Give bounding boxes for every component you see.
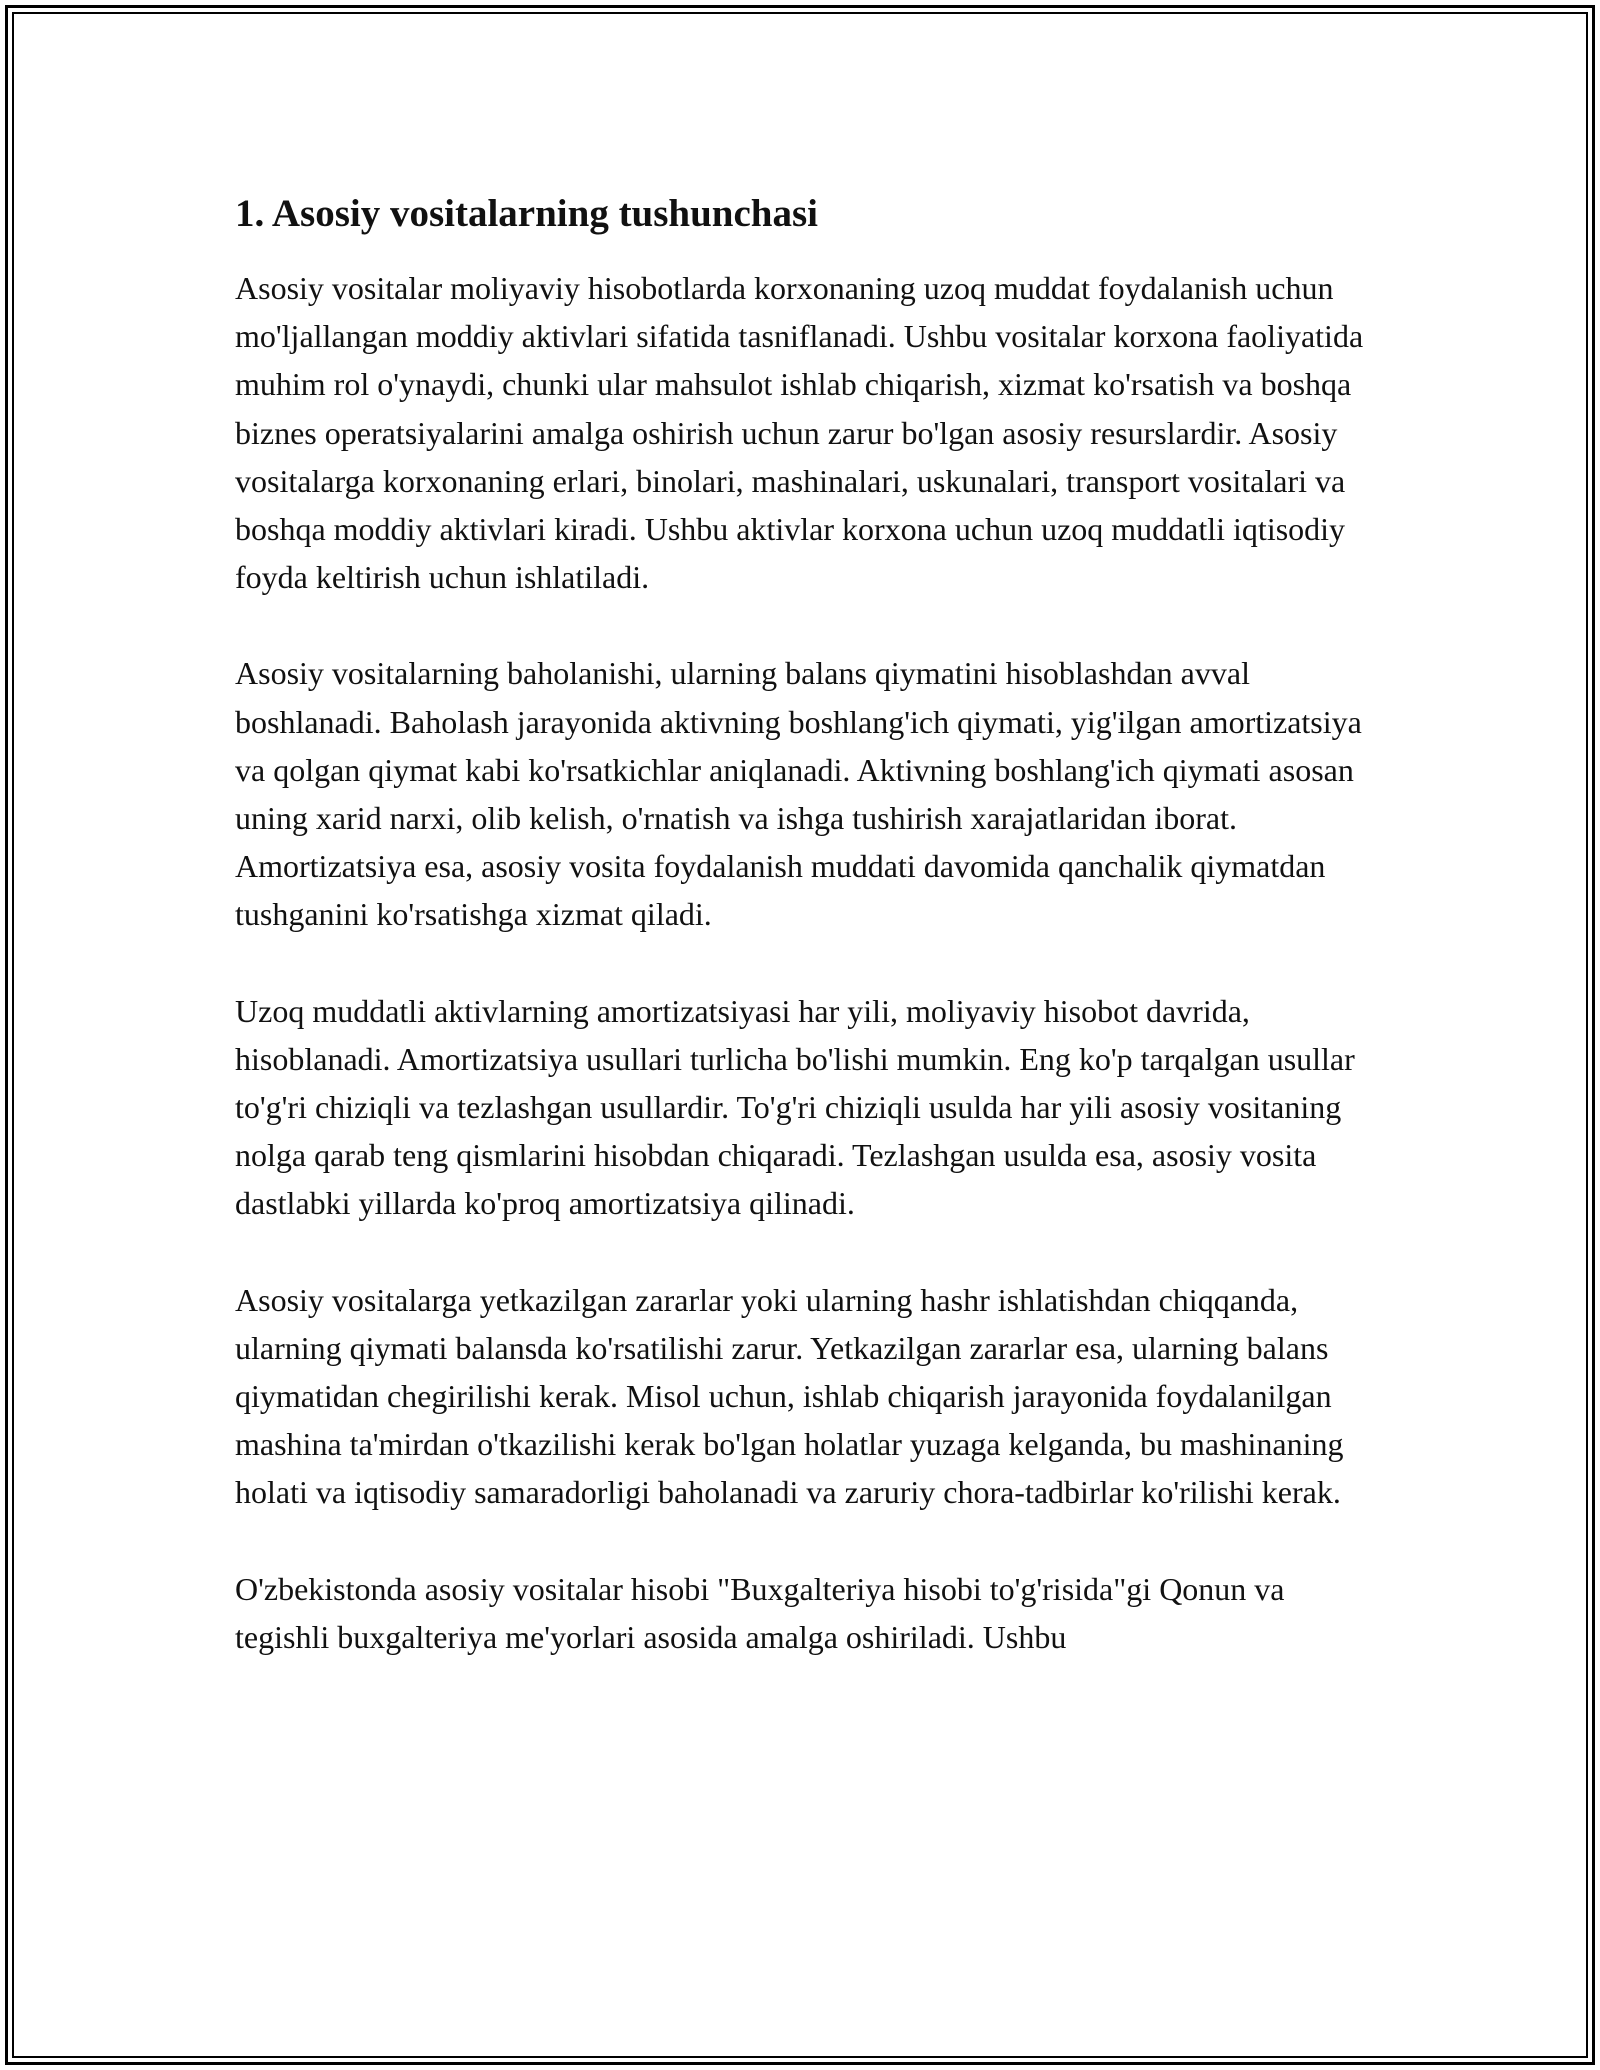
paragraph-1: Asosiy vositalar moliyaviy hisobotlarda korxonaning uzoq muddat foydalanish uchun mo'ljallangan moddiy aktivlari sifatida tasniflanadi. Ushbu vositalar korxona faoliyatida muhim rol o'ynaydi, chunki ular mahsulot ishlab chiqarish, xizmat ko'rsatish va boshqa biznes operatsiyalarini amalga oshirish uchun zarur bo'lgan asosiy resurslardir. Asosiy vositalarga korxonaning erlari, binolari, mashinalari, uskunalari, transport vositalari va boshqa moddiy aktivlari kiradi. Ushbu aktivlar korxona uchun uzoq muddatli iqtisodiy foyda keltirish uchun ishlatiladi.: [235, 270, 1364, 596]
section-heading: 1. Asosiy vositalarning tushunchasi: [235, 192, 819, 235]
paragraph-2: Asosiy vositalarning baholanishi, ularning balans qiymatini hisoblashdan avval boshlanadi. Baholash jarayonida aktivning boshlang'ich qiymati, yig'ilgan amortizatsiya va qolgan qiymat kabi ko'rsatkichlar aniqlanadi. Aktivning boshlang'ich qiymati asosan uning xarid narxi, olib kelish, o'rnatish va ishga tushirish xarajatlaridan iborat. Amortizatsiya esa, asosiy vosita foydalanish muddati davomida qanchalik qiymatdan tushganini ko'rsatishga xizmat qiladi.: [235, 655, 1362, 933]
document-body: [235, 190, 1385, 1661]
paragraph-4: Asosiy vositalarga yetkazilgan zararlar yoki ularning hashr ishlatishdan chiqqanda, ularning qiymati balansda ko'rsatilishi zarur. Yetkazilgan zararlar esa, ularning balans qiymatidan chegirilishi kerak. Misol uchun, ishlab chiqarish jarayonida foydalanilgan mashina ta'mirdan o'tkazilishi kerak bo'lgan holatlar yuzaga kelganda, bu mashinaning holati va iqtisodiy samaradorligi baholanadi va zaruriy chora-tadbirlar ko'rilishi kerak.: [235, 1281, 1344, 1511]
paragraph-5: O'zbekistonda asosiy vositalar hisobi "Buxgalteriya hisobi to'g'risida"gi Qonun va tegishli buxgalteriya me'yorlari asosida amalga oshiriladi. Ushbu: [235, 1570, 1285, 1655]
paragraph-3: Uzoq muddatli aktivlarning amortizatsiyasi har yili, moliyaviy hisobot davrida, hisoblanadi. Amortizatsiya usullari turlicha bo'lishi mumkin. Eng ko'p tarqalgan usullar to'g'ri chiziqli va tezlashgan usullardir. To'g'ri chiziqli usulda har yili asosiy vositaning nolga qarab teng qismlarini hisobdan chiqaradi. Tezlashgan usulda esa, asosiy vosita dastlabki yillarda ko'proq amortizatsiya qilinadi.: [235, 992, 1355, 1222]
